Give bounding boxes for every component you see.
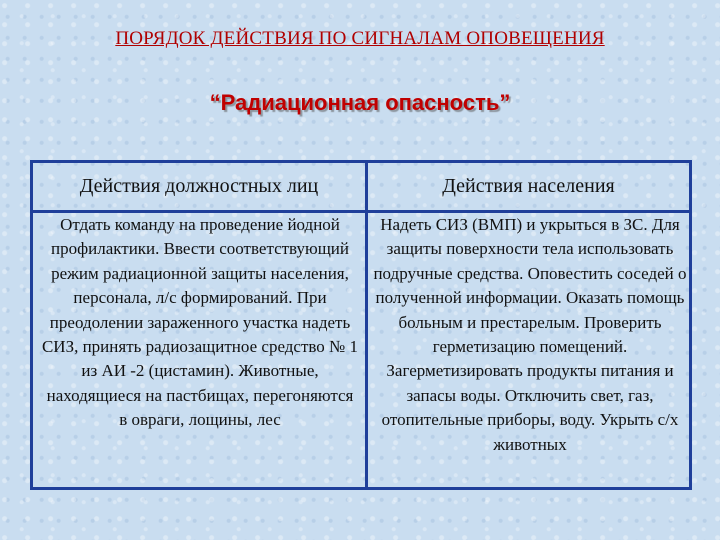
column-divider (365, 163, 368, 487)
cell-population-actions: Надеть СИЗ (ВМП) и укрыться в ЗС. Для защиты поверхности тела использовать подручные средства. Оповестить соседей о полученной информации. Оказать помощь больным и престарелым. Проверить герметизацию помещений. Загерметизировать продукты питания и запасы воды. Отключить свет, газ, отопительные приборы, воду. Укрыть с/х животных (373, 215, 687, 454)
actions-table (30, 160, 692, 490)
cell-officials-actions: Отдать команду на проведение йодной профилактики. Ввести соответствующий режим радиационной защиты населения, персонала, л/с формирований. При преодолении зараженного участка надеть СИЗ, принять радиозащитное средство № 1 из АИ -2 (цистамин). Животные, находящиеся на пастбищах, перегоняются в овраги, лощины, лес (41, 215, 359, 430)
table-header-row (33, 163, 689, 213)
slide-title: ПОРЯДОК ДЕЙСТВИЯ ПО СИГНАЛАМ ОПОВЕЩЕНИЯ (115, 28, 605, 49)
slide-subtitle: “Радиационная опасность” (209, 90, 511, 115)
header-population: Действия населения (442, 175, 615, 197)
header-officials: Действия должностных лиц (79, 175, 319, 197)
